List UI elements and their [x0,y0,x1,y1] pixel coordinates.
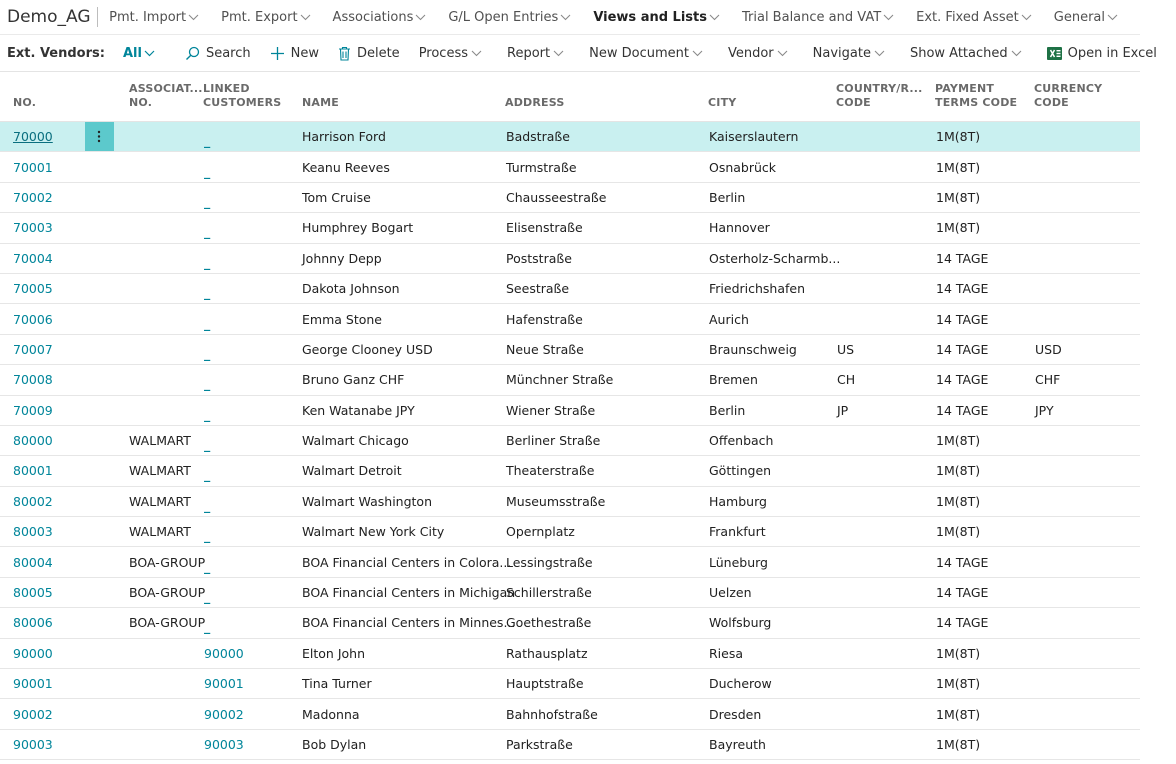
action-label: Search [205,45,251,61]
table-row[interactable] [0,244,1140,274]
name-cell: Walmart New York City [302,524,445,540]
vendor-no-link[interactable]: 70003 [13,220,53,236]
payment-terms-cell: 14 TAGE [936,281,989,297]
linked-customers-cell[interactable]: 90002 [204,706,244,722]
linked-customers-cell[interactable] [203,433,302,453]
trash-icon [338,46,351,61]
page-title: Ext. Vendors: [7,45,105,61]
table-row[interactable] [0,547,1140,577]
association-no-cell: BOA-GROUP [129,615,206,631]
view-filter-dropdown[interactable] [123,46,155,61]
vendor-no-link[interactable]: 80001 [13,463,53,479]
nav-item-ext-fixed-asset[interactable] [916,10,1032,25]
chevron-down-icon [1011,49,1022,57]
linked-customers-link[interactable]: _ [204,589,211,605]
show-attached-button[interactable] [910,46,1028,61]
action-label: Report [507,45,551,61]
name-cell: Johnny Depp [302,250,382,266]
address-cell: Goethestraße [506,615,592,631]
address-cell: Theaterstraße [506,463,595,479]
delete-button[interactable] [338,46,400,61]
city-cell: Friedrichshafen [709,281,806,297]
payment-terms-cell: 14 TAGE [936,554,989,570]
address-cell: Lessingstraße [506,554,593,570]
payment-terms-cell: 1M(8T) [936,463,981,479]
linked-customers-link[interactable]: _ [204,619,211,635]
row-menu [82,335,116,364]
linked-customers-cell[interactable] [203,160,302,179]
row-menu [82,699,116,728]
address-cell: Schillerstraße [506,585,592,601]
city-cell: Uelzen [709,585,752,601]
chevron-down-icon [144,49,155,57]
nav-item-label: Associations [332,9,414,25]
chevron-down-icon [188,13,199,21]
action-list [185,46,1176,61]
payment-terms-cell: 1M(8T) [936,524,981,540]
column-header-linked-customers[interactable]: LINKED CUSTOMERS [203,82,282,109]
payment-terms-cell: 14 TAGE [936,372,989,388]
excel-icon [1047,46,1062,61]
linked-customers-cell[interactable] [203,281,302,301]
action-label: New Document [589,45,689,61]
city-cell: Hannover [709,220,770,236]
linked-customers-cell[interactable] [203,312,302,331]
vendor-no-link[interactable]: 80004 [13,554,53,570]
table-row[interactable] [0,699,1140,729]
city-cell: Berlin [709,189,746,205]
table-row[interactable] [0,426,1140,456]
row-menu [82,304,116,333]
name-cell: Emma Stone [302,311,382,327]
payment-terms-cell: 1M(8T) [936,737,981,752]
linked-customers-link[interactable]: _ [204,558,211,574]
row-menu [82,244,116,273]
country-code-cell: CH [837,372,856,388]
linked-customers-link[interactable]: _ [204,406,211,422]
country-code-cell: US [837,341,855,357]
nav-item-trial-balance-and-vat[interactable] [742,10,894,25]
column-header-country-region-code[interactable]: COUNTRY/R... CODE [836,82,923,109]
row-menu [82,426,116,455]
payment-terms-cell: 1M(8T) [936,645,981,661]
linked-customers-cell[interactable] [203,251,302,270]
column-header-currency-code[interactable]: CURRENCY CODE [1034,82,1103,109]
table-row[interactable] [0,213,1140,243]
vendor-list-grid [0,72,1140,760]
name-cell: Walmart Washington [302,493,432,509]
city-cell: Osterholz-Scharmb... [709,250,841,266]
linked-customers-link[interactable]: _ [204,163,211,179]
linked-customers-link[interactable]: _ [204,437,211,453]
new-document-button[interactable] [589,46,709,61]
row-menu [82,517,116,546]
table-row[interactable] [0,274,1140,304]
linked-customers-cell[interactable] [203,585,302,605]
row-menu [82,456,116,485]
search-button[interactable] [185,46,251,61]
column-header-city[interactable]: CITY [708,96,737,109]
nav-item-label: General [1053,9,1105,25]
linked-customers-cell[interactable] [203,494,302,513]
address-cell: Bahnhofstraße [506,706,598,722]
chevron-down-icon [692,49,703,57]
vendor-no-link[interactable]: 70001 [13,159,53,175]
table-row[interactable] [0,608,1140,638]
table-row[interactable] [0,335,1140,365]
row-menu [82,730,116,759]
column-header-payment-terms-code[interactable]: PAYMENT TERMS CODE [935,82,1018,109]
chevron-down-icon [471,49,482,57]
name-cell: Humphrey Bogart [302,220,414,236]
address-cell: Badstraße [506,129,570,145]
linked-customers-cell[interactable] [203,615,302,635]
linked-customers-cell[interactable] [203,403,302,422]
address-cell: Berliner Straße [506,433,601,449]
nav-item-label: Pmt. Export [221,9,298,25]
address-cell: Hafenstraße [506,311,583,327]
report-button[interactable] [507,46,570,61]
address-cell: Chausseestraße [506,189,607,205]
payment-terms-cell: 1M(8T) [936,493,981,509]
payment-terms-cell: 14 TAGE [936,615,989,631]
row-menu [82,487,116,516]
row-menu [82,547,116,576]
name-cell: Walmart Chicago [302,433,409,449]
currency-code-cell: JPY [1035,402,1054,418]
row-menu [82,396,116,425]
table-row[interactable] [0,639,1140,669]
table-row[interactable] [0,487,1140,517]
payment-terms-cell: 1M(8T) [936,159,981,175]
table-row[interactable] [0,578,1140,608]
vendor-no-link[interactable]: 90001 [13,676,53,692]
company-name[interactable]: Demo_AG [7,7,91,27]
currency-code-cell: USD [1035,341,1062,357]
name-cell: Bob Dylan [302,737,367,752]
linked-customers-cell[interactable] [203,342,302,361]
payment-terms-cell: 14 TAGE [936,402,989,418]
chevron-down-icon [709,13,720,21]
city-cell: Hamburg [709,493,767,509]
city-cell: Offenbach [709,433,774,449]
linked-customers-cell[interactable]: 90003 [204,737,244,752]
association-no-cell: WALMART [129,433,191,449]
open-in-excel-button[interactable] [1047,46,1157,61]
address-cell: Museumsstraße [506,493,606,509]
association-no-cell: WALMART [129,493,191,509]
payment-terms-cell: 1M(8T) [936,220,981,236]
chevron-down-icon [300,13,311,21]
payment-terms-cell: 1M(8T) [936,706,981,722]
linked-customers-cell[interactable] [203,524,302,544]
nav-item-label: Ext. Fixed Asset [916,9,1019,25]
chevron-down-icon [560,13,571,21]
payment-terms-cell: 1M(8T) [936,129,981,145]
table-row[interactable] [0,122,1140,152]
vendor-no-link[interactable]: 90000 [13,645,53,661]
linked-customers-cell[interactable] [203,190,302,209]
chevron-down-icon [553,49,564,57]
linked-customers-link[interactable]: _ [204,133,211,149]
country-code-cell: JP [837,402,849,418]
linked-customers-cell[interactable]: 90001 [204,676,244,692]
vertical-ellipsis-icon [97,130,101,143]
action-label: Delete [356,45,400,61]
address-cell: Münchner Straße [506,372,614,388]
row-menu [82,183,116,212]
address-cell: Rathausplatz [506,645,588,661]
action-label: Process [418,45,469,61]
city-cell: Berlin [709,402,746,418]
address-cell: Poststraße [506,250,572,266]
nav-item-label: Trial Balance and VAT [741,9,882,25]
linked-customers-link[interactable]: _ [204,285,211,301]
row-menu [82,274,116,303]
vendor-no-link[interactable]: 70004 [13,250,53,266]
vendor-no-link[interactable]: 80006 [13,615,53,631]
table-header [0,72,1140,122]
city-cell: Kaiserslautern [709,129,799,145]
vendor-no-link[interactable]: 80002 [13,493,53,509]
city-cell: Aurich [709,311,749,327]
city-cell: Osnabrück [709,159,777,175]
chevron-down-icon [874,49,885,57]
vendor-no-link[interactable]: 70000 [13,129,53,145]
linked-customers-link[interactable]: _ [204,315,211,331]
table-row[interactable] [0,669,1140,699]
currency-code-cell: CHF [1035,372,1061,388]
payment-terms-cell: 14 TAGE [936,585,989,601]
city-cell: Göttingen [709,463,772,479]
linked-customers-link[interactable]: _ [204,376,211,392]
row-menu [82,213,116,242]
linked-customers-link[interactable]: _ [204,193,211,209]
table-row[interactable] [0,730,1140,760]
name-cell: Dakota Johnson [302,281,400,297]
vendor-no-link[interactable]: 80000 [13,433,53,449]
linked-customers-link[interactable]: _ [204,528,211,544]
linked-customers-link[interactable]: _ [204,224,211,240]
linked-customers-link[interactable]: _ [204,497,211,513]
vendor-no-link[interactable]: 70007 [13,341,53,357]
search-icon [185,46,200,61]
name-cell: Bruno Ganz CHF [302,372,405,388]
linked-customers-cell[interactable] [203,372,302,392]
row-menu [82,365,116,394]
table-row[interactable] [0,152,1140,182]
linked-customers-cell[interactable] [203,220,302,240]
nav-item-label: Views and Lists [593,9,707,25]
address-cell: Opernplatz [506,524,575,540]
vendor-button[interactable] [728,46,794,61]
new-button[interactable] [270,46,319,61]
name-cell: Walmart Detroit [302,463,402,479]
view-filter-label: All [122,45,142,61]
action-label: Open in Excel [1067,45,1157,61]
city-cell: Riesa [709,645,744,661]
chevron-down-icon [883,13,894,21]
association-no-cell: BOA-GROUP [129,585,206,601]
table-row[interactable] [0,396,1140,426]
association-no-cell: BOA-GROUP [129,554,206,570]
city-cell: Bayreuth [709,737,766,752]
top-navigation-bar [0,0,1140,35]
nav-item-views-and-lists[interactable] [593,10,720,25]
name-cell: BOA Financial Centers in Michigan [302,585,516,601]
linked-customers-cell[interactable] [203,463,302,483]
vendor-no-link[interactable]: 80005 [13,585,53,601]
name-cell: Keanu Reeves [302,159,390,175]
table-body [0,122,1140,760]
address-cell: Seestraße [506,281,570,297]
name-cell: Ken Watanabe JPY [302,402,415,418]
vendor-no-link[interactable]: 90003 [13,737,53,752]
table-row[interactable] [0,456,1140,486]
address-cell: Wiener Straße [506,402,596,418]
payment-terms-cell: 1M(8T) [936,676,981,692]
chevron-down-icon [1021,13,1032,21]
city-cell: Dresden [709,706,762,722]
table-row[interactable] [0,517,1140,547]
column-header-association-no[interactable]: ASSOCIAT... NO. [129,82,203,109]
process-button[interactable] [419,46,488,61]
nav-item-pmt-export[interactable] [221,10,310,25]
payment-terms-cell: 14 TAGE [936,250,989,266]
column-header-no[interactable]: NO. [13,96,37,109]
name-cell: Harrison Ford [302,129,386,145]
name-cell: Elton John [302,645,365,661]
nav-item-g-l-open-entries[interactable] [448,10,571,25]
action-label: Show Attached [909,45,1008,61]
linked-customers-link[interactable]: _ [204,345,211,361]
address-cell: Turmstraße [506,159,577,175]
payment-terms-cell: 1M(8T) [936,433,981,449]
table-row[interactable] [0,304,1140,334]
city-cell: Lüneburg [709,554,768,570]
row-menu [82,122,116,151]
linked-customers-link[interactable]: _ [204,467,211,483]
vendor-no-link[interactable]: 90002 [13,706,53,722]
payment-terms-cell: 14 TAGE [936,311,989,327]
nav-item-label: G/L Open Entries [448,9,559,25]
row-menu [82,608,116,637]
name-cell: Tina Turner [302,676,372,692]
name-cell: Tom Cruise [302,189,371,205]
row-menu [82,578,116,607]
column-header-address[interactable]: ADDRESS [505,96,565,109]
divider [97,7,98,27]
plus-icon [270,46,285,61]
table-row[interactable] [0,183,1140,213]
column-header-name[interactable]: NAME [302,96,339,109]
vendor-no-link[interactable]: 70002 [13,189,53,205]
linked-customers-cell[interactable] [203,555,302,574]
nav-item-label: Pmt. Import [109,9,187,25]
action-label: Navigate [812,45,871,61]
navigate-button[interactable] [813,46,891,61]
vendor-no-link[interactable]: 70009 [13,402,53,418]
nav-item-general[interactable] [1054,10,1118,25]
linked-customers-cell[interactable]: 90000 [204,645,244,661]
name-cell: Madonna [302,706,360,722]
chevron-down-icon [415,13,426,21]
city-cell: Bremen [709,372,758,388]
name-cell: BOA Financial Centers in Colora... [302,554,512,570]
row-menu [82,669,116,698]
more-options-button[interactable] [85,122,114,151]
top-nav [109,10,1140,25]
association-no-cell: WALMART [129,463,191,479]
address-cell: Neue Straße [506,341,584,357]
action-bar [0,35,1157,72]
row-menu [82,639,116,668]
payment-terms-cell: 1M(8T) [936,189,981,205]
address-cell: Elisenstraße [506,220,583,236]
city-cell: Frankfurt [709,524,766,540]
action-label: Vendor [727,45,774,61]
nav-item-pmt-import[interactable] [109,10,199,25]
association-no-cell: WALMART [129,524,191,540]
vendor-no-link[interactable]: 80003 [13,524,53,540]
address-cell: Parkstraße [506,737,573,752]
vendor-no-link[interactable]: 70005 [13,281,53,297]
linked-customers-link[interactable]: _ [204,254,211,270]
city-cell: Braunschweig [709,341,797,357]
vendor-no-link[interactable]: 70008 [13,372,53,388]
linked-customers-cell[interactable] [203,129,302,149]
nav-item-associations[interactable] [333,10,427,25]
city-cell: Wolfsburg [709,615,772,631]
name-cell: George Clooney USD [302,341,433,357]
vendor-no-link[interactable]: 70006 [13,311,53,327]
table-row[interactable] [0,365,1140,395]
row-menu [82,152,116,181]
chevron-down-icon [1107,13,1118,21]
action-label: New [290,45,319,61]
chevron-down-icon [777,49,788,57]
address-cell: Hauptstraße [506,676,584,692]
payment-terms-cell: 14 TAGE [936,341,989,357]
name-cell: BOA Financial Centers in Minnes... [302,615,516,631]
city-cell: Ducherow [709,676,772,692]
